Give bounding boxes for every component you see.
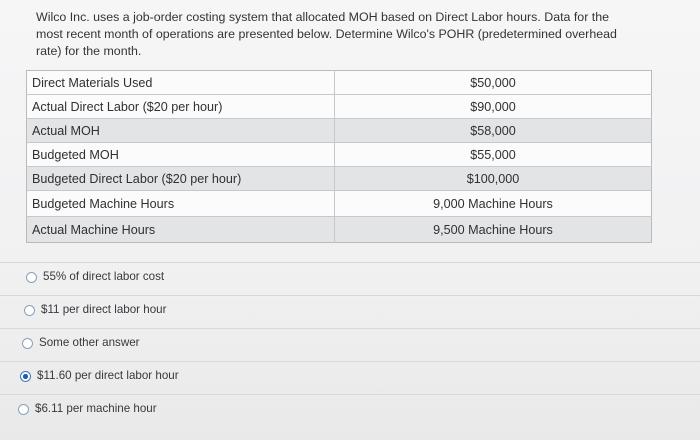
radio-button[interactable] bbox=[22, 338, 33, 349]
table-row bbox=[27, 143, 652, 167]
table-row bbox=[27, 217, 652, 243]
answer-option[interactable] bbox=[0, 262, 700, 295]
option-label: $11.60 per direct labor hour bbox=[37, 369, 179, 382]
row-value: $50,000 bbox=[470, 75, 516, 90]
table-row bbox=[27, 191, 652, 217]
row-value: $55,000 bbox=[335, 143, 652, 167]
option-label: Some other answer bbox=[39, 336, 140, 349]
table-row bbox=[27, 167, 652, 191]
row-label: Budgeted Direct Labor ($20 per hour) bbox=[27, 167, 335, 191]
row-label: Direct Materials Used bbox=[27, 71, 335, 95]
answer-options bbox=[0, 262, 700, 427]
row-label: Actual Machine Hours bbox=[27, 217, 335, 243]
row-value: $90,000 bbox=[335, 95, 652, 119]
radio-button-selected[interactable] bbox=[20, 371, 31, 382]
table-row bbox=[27, 95, 652, 119]
answer-option[interactable] bbox=[0, 361, 700, 394]
row-label: Budgeted MOH bbox=[27, 143, 335, 167]
option-label: $6.11 per machine hour bbox=[35, 402, 157, 415]
question-text: Wilco Inc. uses a job-order costing system that allocated MOH based on Direct Labor hours. Data for the most recent month of operations are presented below. Determine Wilco's POHR (predetermined overhead rate) for the month. bbox=[36, 10, 617, 58]
row-value: $58,000 bbox=[335, 119, 652, 143]
row-label: Actual Direct Labor ($20 per hour) bbox=[27, 95, 335, 119]
answer-option[interactable] bbox=[0, 328, 700, 361]
data-table bbox=[26, 70, 652, 243]
row-value: 9,000 Machine Hours bbox=[335, 191, 652, 217]
table-row bbox=[27, 119, 652, 143]
option-label: $11 per direct labor hour bbox=[41, 303, 167, 316]
table-row bbox=[27, 71, 652, 95]
radio-button[interactable] bbox=[26, 272, 37, 283]
row-value: 9,500 Machine Hours bbox=[335, 217, 652, 243]
row-value: $100,000 bbox=[335, 167, 652, 191]
row-label: Budgeted Machine Hours bbox=[27, 191, 335, 217]
answer-option[interactable] bbox=[0, 394, 700, 427]
answer-option[interactable] bbox=[0, 295, 700, 328]
radio-button[interactable] bbox=[24, 305, 35, 316]
row-label: Actual MOH bbox=[27, 119, 335, 143]
radio-button[interactable] bbox=[18, 404, 29, 415]
option-label: 55% of direct labor cost bbox=[43, 270, 165, 283]
